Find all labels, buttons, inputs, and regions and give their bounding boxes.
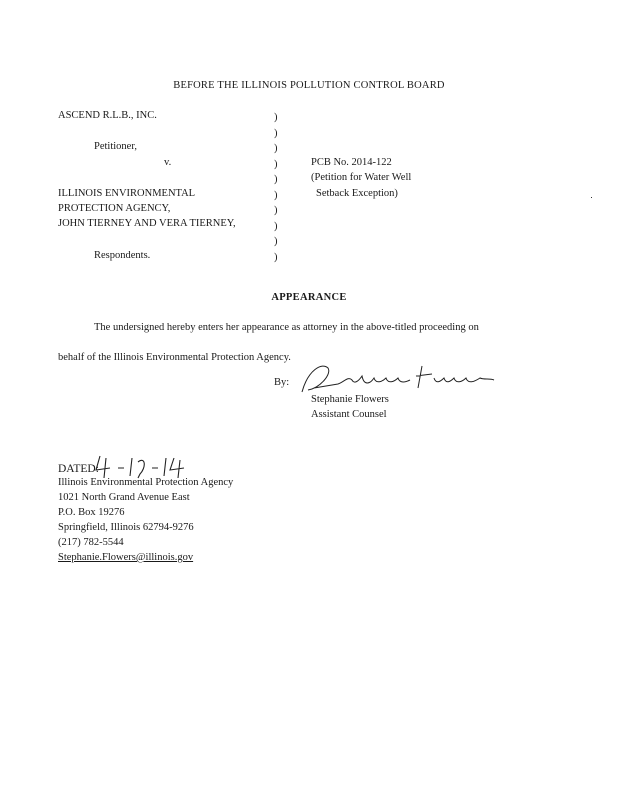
signer-title: Assistant Counsel [311, 409, 387, 420]
caption-parentheses [274, 110, 282, 265]
petitioner-role: Petitioner, [94, 141, 138, 152]
paren: ) [274, 112, 278, 123]
signer-name: Stephanie Flowers [311, 394, 389, 405]
case-description-1: (Petition for Water Well [311, 172, 412, 183]
paren: ) [274, 189, 278, 201]
address-agency: Illinois Environmental Protection Agency [58, 477, 234, 488]
versus: v. [164, 157, 172, 168]
board-caption: BEFORE THE ILLINOIS POLLUTION CONTROL BOARD [173, 80, 445, 91]
address-po-box: P.O. Box 19276 [58, 507, 125, 518]
case-description-2: Setback Exception) [316, 188, 398, 199]
paren: ) [274, 143, 278, 154]
respondent-line-1: ILLINOIS ENVIRONMENTAL [58, 188, 196, 199]
petitioner-name: ASCEND R.L.B., INC. [58, 110, 157, 121]
handwritten-signature [298, 358, 498, 398]
address-phone: (217) 782-5544 [58, 537, 124, 548]
paren: ) [274, 174, 278, 185]
dated-label: DATED: [58, 463, 99, 475]
respondent-line-2: PROTECTION AGENCY, [58, 203, 171, 214]
address-city: Springfield, Illinois 62794-9276 [58, 522, 194, 533]
respondent-line-3: JOHN TIERNEY AND VERA TIERNEY, [58, 218, 236, 229]
paren: ) [274, 251, 278, 263]
paren: ) [274, 220, 278, 232]
body-line-1: The undersigned hereby enters her appearance as attorney in the above-titled proceeding on [94, 322, 479, 333]
address-street: 1021 North Grand Avenue East [58, 492, 190, 503]
address-email-link[interactable]: Stephanie.Flowers@illinois.gov [58, 552, 194, 563]
paren: ) [274, 205, 278, 216]
scan-speck [591, 197, 592, 198]
paren: ) [274, 236, 278, 247]
document-title: APPEARANCE [271, 292, 347, 303]
by-label: By: [274, 377, 290, 388]
paren: ) [274, 158, 278, 170]
respondent-role: Respondents. [94, 250, 151, 261]
body-line-2: behalf of the Illinois Environmental Protection Agency. [58, 352, 291, 363]
case-number: PCB No. 2014-122 [311, 157, 392, 168]
paren: ) [274, 127, 278, 139]
